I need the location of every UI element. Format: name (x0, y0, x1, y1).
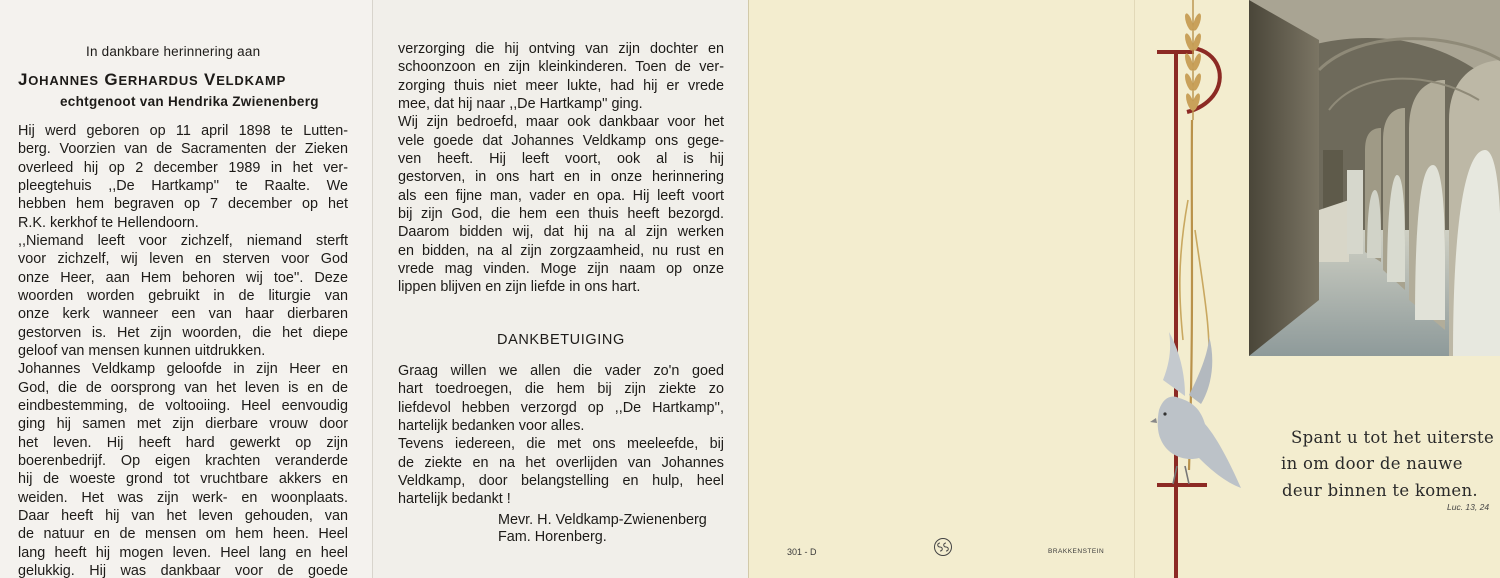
deceased-name (18, 70, 286, 90)
cloister-arches-photo (1249, 0, 1500, 356)
text-line: voor zichzelf, wij leven en sterven voor God (18, 251, 348, 268)
name-part: OHANNES (28, 73, 99, 88)
name-initial: J (18, 70, 29, 89)
verse-line: in om door de nauwe (1281, 454, 1463, 473)
signature-line: Fam. Horenberg. (498, 529, 607, 545)
text-line: zorging thuis niet meer lukte, had hij er vrede (398, 77, 724, 94)
text-line: Daarom bidden wij, dat hij na al zijn werken (398, 224, 724, 241)
text-line: de natuur en de mensen om hem heen. Heel (18, 526, 348, 543)
text-line: het leven. Hij heeft hard gewerkt op zijn (18, 434, 348, 451)
text-line: ging hij samen met zijn dierbare vrouw door (18, 416, 348, 433)
text-line: onze Heer, aan Hem behoren wij toe''. Deze (18, 269, 348, 286)
middle-page (372, 0, 749, 578)
card-number: 301 - D (787, 547, 817, 557)
dove-icon (1150, 332, 1241, 488)
text-line: verzorging die hij ontving van zijn dochter en (398, 41, 724, 57)
text-line: hartelijk bedanken voor alles. (398, 417, 585, 434)
spouse-line: echtgenoot van Hendrika Zwienenberg (60, 94, 319, 109)
text-line: Tevens iedereen, die met ons meeleefde, bij (398, 436, 724, 453)
signature-line: Mevr. H. Veldkamp-Zwienenberg (498, 512, 707, 528)
publisher-name: BRAKKENSTEIN (1048, 548, 1105, 555)
text-line: Hij werd geboren op 11 april 1898 te Lutten- (18, 123, 348, 139)
text-line: en bidden, na al zijn zorgzaamheid, nu rust en (398, 242, 724, 259)
left-page (0, 0, 372, 578)
text-line: woorden worden gebruikt in de liturgie van (18, 287, 348, 304)
text-line: hebben hem begraven op 7 december op het (18, 196, 348, 213)
text-line: God, die de oorsprong van het leven is en de (18, 379, 348, 396)
text-line: boerenbedrijf. Op eigen krachten veranderde (18, 452, 348, 469)
text-line: berg. Voorzien van de Sacramenten der Zieken (18, 141, 348, 158)
text-line: hij de woeste grond tot vruchtbare akkers en (18, 471, 348, 488)
text-line: onze kerk wanneer een van haar dierbaren (18, 306, 348, 323)
text-line: gelukkig. Hij was dankbaar voor de goede (18, 562, 348, 578)
text-line: eindbestemming, de voltooiing. Heel eenvoudig (18, 397, 348, 414)
text-line: geloof van mensen kunnen uitdrukken. (18, 342, 266, 359)
name-part: ELDKAMP (216, 73, 287, 88)
text-line: liefdevol hebben verzorgd op ,,De Hartkamp'', (398, 399, 724, 416)
verse-line: Spant u tot het uiterste (1291, 428, 1495, 447)
text-line: Daar heeft hij van het leven gehouden, van (18, 507, 348, 524)
text-line: ven heeft. Hij leeft voort, ook al is hij (398, 150, 724, 167)
thanks-heading: DANKBETUIGING (497, 332, 625, 348)
text-line: pleegtehuis ,,De Hartkamp'' te Raalte. We (18, 177, 348, 194)
text-line: hart toedroegen, die hem bij zijn ziekte zo (398, 381, 724, 398)
cross-icon (1157, 48, 1220, 578)
verse-reference: Luc. 13, 24 (1447, 502, 1490, 512)
continuation-text (398, 40, 724, 297)
text-line: Veldkamp, door belangstelling en hulp, heel (398, 472, 724, 489)
text-line: lang heeft hij mogen leven. Heel lang en heel (18, 544, 348, 561)
fold-line (1134, 0, 1135, 578)
biography-text (18, 122, 348, 578)
text-line: Johannes Veldkamp geloofde in zijn Heer en (18, 361, 348, 378)
text-line: gestorven, in ons hart en in onze herinnering (398, 169, 724, 186)
text-line: vele goede dat Johannes Veldkamp ons gege- (398, 132, 724, 149)
text-line: de ziekte en na het overlijden van Johannes (398, 454, 724, 471)
name-initial: G (104, 70, 119, 89)
verse-line: deur binnen te komen. (1282, 481, 1478, 500)
right-page (748, 0, 1500, 578)
text-line: hartelijk bedankt ! (398, 491, 511, 508)
text-line: als een fijne man, vader en opa. Hij leeft voort (398, 187, 724, 204)
cross-wheat-dove-illustration (1149, 0, 1249, 578)
text-line: schoonzoon en zijn kleinkinderen. Toen de ver- (398, 59, 724, 76)
text-line: bij zijn God, die hem een thuis heeft bezorgd. (398, 205, 724, 222)
name-initial: V (204, 70, 217, 89)
text-line: Graag willen we allen die vader zo'n goed (398, 363, 724, 379)
publisher-logo-icon (933, 537, 953, 557)
intro-line: In dankbare herinnering aan (86, 44, 261, 59)
text-line: R.K. kerkhof te Hellendoorn. (18, 214, 199, 231)
thanks-text (398, 362, 724, 509)
name-part: ERHARDUS (118, 73, 199, 88)
text-line: lippen blijven en zijn liefde in ons hart. (398, 279, 641, 296)
text-line: weiden. Het was zijn werk- en woonplaats. (18, 489, 348, 506)
text-line: mee, dat hij naar ,,De Hartkamp'' ging. (398, 95, 643, 112)
text-line: overleed hij op 2 december 1989 in het ver- (18, 159, 348, 176)
wheat-icon (1180, 0, 1210, 470)
text-line: ,,Niemand leeft voor zichzelf, niemand sterft (18, 232, 348, 249)
text-line: Wij zijn bedroefd, maar ook dankbaar voor het (398, 114, 724, 131)
text-line: vrede mag vinden. Moge zijn naam op onze (398, 260, 724, 277)
text-line: gestorven is. Het zijn woorden, die het diepe (18, 324, 348, 341)
